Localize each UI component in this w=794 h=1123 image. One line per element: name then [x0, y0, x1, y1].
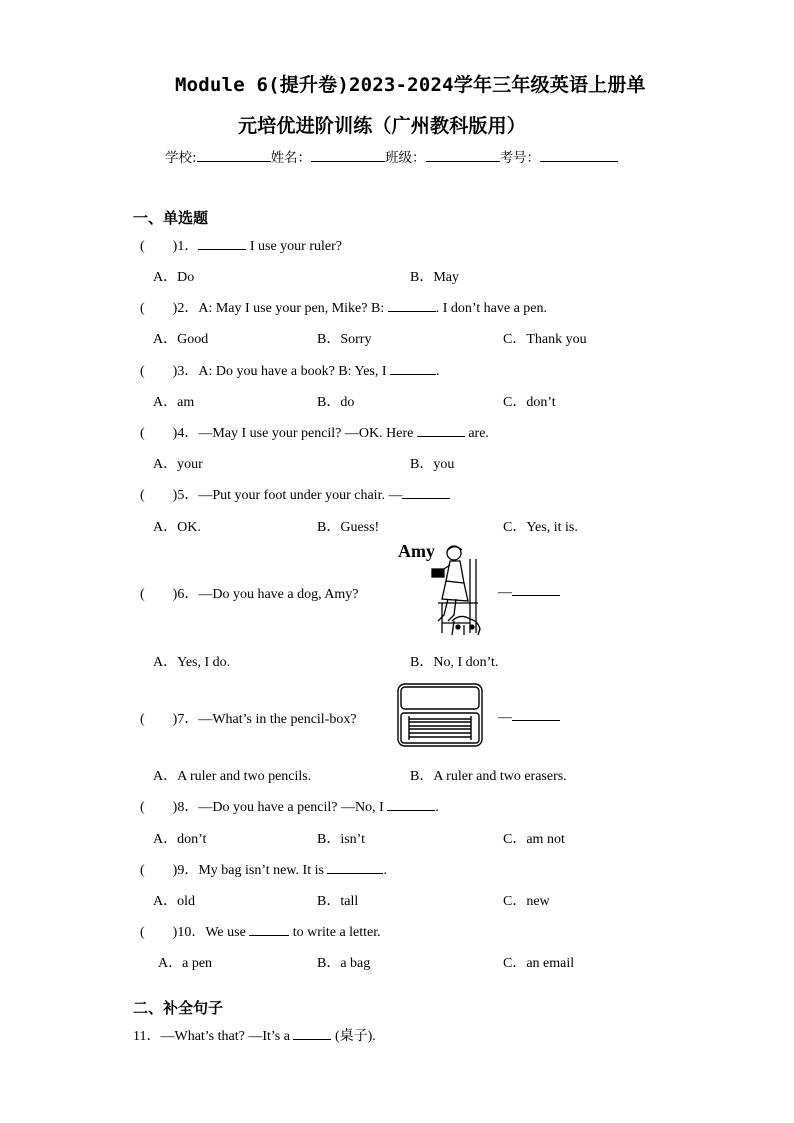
question-8: [140, 796, 439, 816]
question-1: [140, 235, 342, 255]
answer-blank: [388, 299, 436, 312]
answer-bracket[interactable]: ( ): [140, 925, 178, 940]
question-text-pre: —Put your foot under your chair. —: [198, 488, 403, 503]
option-c[interactable]: C．Yes, it is.: [503, 520, 578, 535]
question-text-pre: —What’s in the pencil-box?: [198, 712, 357, 727]
question-number: 2．: [177, 301, 199, 316]
page-title-line1: Module 6(提升卷)2023-2024学年三年级英语上册单: [175, 74, 646, 96]
question-text-pre: My bag isn’t new. It is: [198, 863, 328, 878]
option-a[interactable]: A．am: [153, 395, 195, 410]
question-number: 1．: [177, 239, 199, 254]
option-a[interactable]: A．your: [153, 457, 203, 472]
name-field[interactable]: [311, 147, 385, 162]
answer-bracket[interactable]: ( ): [140, 587, 178, 602]
option-b[interactable]: B．do: [317, 395, 355, 410]
number-label: 考号：: [499, 150, 541, 166]
class-label: 班级：: [385, 150, 426, 166]
question-text-post: .: [435, 800, 439, 815]
question-number: 9．: [177, 863, 199, 878]
question-number: 7．: [177, 712, 199, 727]
girl-sitting-icon: [398, 541, 498, 639]
question-4: [140, 422, 489, 442]
answer-dash: —: [498, 585, 512, 600]
question-number: 3．: [177, 364, 199, 379]
student-info-row: [165, 146, 618, 166]
answer-blank: [512, 583, 560, 596]
option-b[interactable]: B．Sorry: [317, 332, 372, 347]
answer-bracket[interactable]: ( ): [140, 800, 178, 815]
answer-blank: [198, 237, 246, 250]
option-a[interactable]: A．Do: [153, 270, 195, 285]
question-text-pre: —Do you have a pencil? —No, I: [198, 800, 388, 815]
question-text-post: are.: [464, 426, 489, 441]
amy-label: Amy: [398, 541, 435, 561]
answer-bracket[interactable]: ( ): [140, 364, 178, 379]
school-label: 学校:: [165, 150, 197, 166]
answer-bracket[interactable]: ( ): [140, 301, 178, 316]
question-text-post: to write a letter.: [289, 925, 381, 940]
question-text-post: (桌子).: [331, 1029, 376, 1044]
question-text-post: I use your ruler?: [246, 239, 342, 254]
question-5: [140, 484, 450, 504]
option-b[interactable]: B．A ruler and two erasers.: [410, 769, 567, 784]
answer-blank[interactable]: [293, 1027, 331, 1040]
option-a[interactable]: A．A ruler and two pencils.: [153, 769, 312, 784]
option-b[interactable]: B．No, I don’t.: [410, 655, 499, 670]
page-title-line2: 元培优进阶训练（广州教科版用）: [238, 115, 527, 137]
answer-bracket[interactable]: ( ): [140, 426, 178, 441]
option-b[interactable]: B．a bag: [317, 956, 371, 971]
section-2-title: 二、补全句子: [133, 999, 224, 1017]
option-c[interactable]: C．an email: [503, 956, 575, 971]
question-2: [140, 297, 547, 317]
section-1-title: 一、单选题: [133, 209, 209, 227]
option-b[interactable]: B．Guess!: [317, 520, 380, 535]
question-9: [140, 859, 387, 879]
option-a[interactable]: A．don’t: [153, 832, 207, 847]
pencil-box-illustration: [397, 683, 483, 747]
option-c[interactable]: C．new: [503, 894, 550, 909]
name-label: 姓名：: [270, 150, 312, 166]
option-b[interactable]: B．May: [410, 270, 459, 285]
answer-bracket[interactable]: ( ): [140, 239, 178, 254]
question-text-pre: 11．—What’s that? —It’s a: [133, 1029, 294, 1044]
answer-blank: [402, 486, 450, 499]
amy-with-dog-illustration: [398, 541, 498, 639]
question-10: [140, 921, 381, 941]
question-6: [140, 583, 359, 603]
answer-bracket[interactable]: ( ): [140, 712, 178, 727]
option-b[interactable]: B．you: [410, 457, 455, 472]
answer-blank: [390, 362, 436, 375]
question-6-answer: [498, 583, 560, 601]
option-a[interactable]: A．Yes, I do.: [153, 655, 231, 670]
answer-dash: —: [498, 710, 512, 725]
question-text-pre: —May I use your pencil? —OK. Here: [198, 426, 417, 441]
answer-bracket[interactable]: ( ): [140, 488, 178, 503]
option-b[interactable]: B．tall: [317, 894, 359, 909]
option-b[interactable]: B．isn’t: [317, 832, 365, 847]
option-a[interactable]: A．Good: [153, 332, 209, 347]
question-text-post: .: [436, 364, 440, 379]
option-c[interactable]: C．Thank you: [503, 332, 587, 347]
question-3: [140, 360, 440, 380]
number-field[interactable]: [540, 147, 618, 162]
question-text-pre: A: May I use your pen, Mike? B:: [198, 301, 388, 316]
question-text-post: .: [383, 863, 387, 878]
option-c[interactable]: C．don’t: [503, 395, 556, 410]
question-text-pre: —Do you have a dog, Amy?: [198, 587, 359, 602]
pencil-box-icon: [397, 683, 483, 747]
option-a[interactable]: A．old: [153, 894, 195, 909]
question-number: 8．: [177, 800, 199, 815]
option-a[interactable]: A．OK.: [153, 520, 201, 535]
answer-bracket[interactable]: ( ): [140, 863, 178, 878]
question-number: 10．: [177, 925, 206, 940]
answer-blank: [512, 708, 560, 721]
option-c[interactable]: C．am not: [503, 832, 565, 847]
question-11: [133, 1025, 376, 1045]
question-7-answer: [498, 708, 560, 726]
answer-blank: [387, 798, 435, 811]
question-number: 4．: [177, 426, 199, 441]
answer-blank: [249, 923, 289, 936]
school-field[interactable]: [197, 147, 271, 162]
answer-blank: [327, 861, 383, 874]
question-number: 6．: [177, 587, 199, 602]
question-number: 5．: [177, 488, 199, 503]
question-text-pre: A: Do you have a book? B: Yes, I: [198, 364, 391, 379]
answer-blank: [417, 424, 465, 437]
option-a[interactable]: A．a pen: [158, 956, 213, 971]
question-text-pre: We use: [205, 925, 250, 940]
question-text-post: . I don’t have a pen.: [435, 301, 548, 316]
question-7: [140, 708, 357, 728]
class-field[interactable]: [426, 147, 500, 162]
